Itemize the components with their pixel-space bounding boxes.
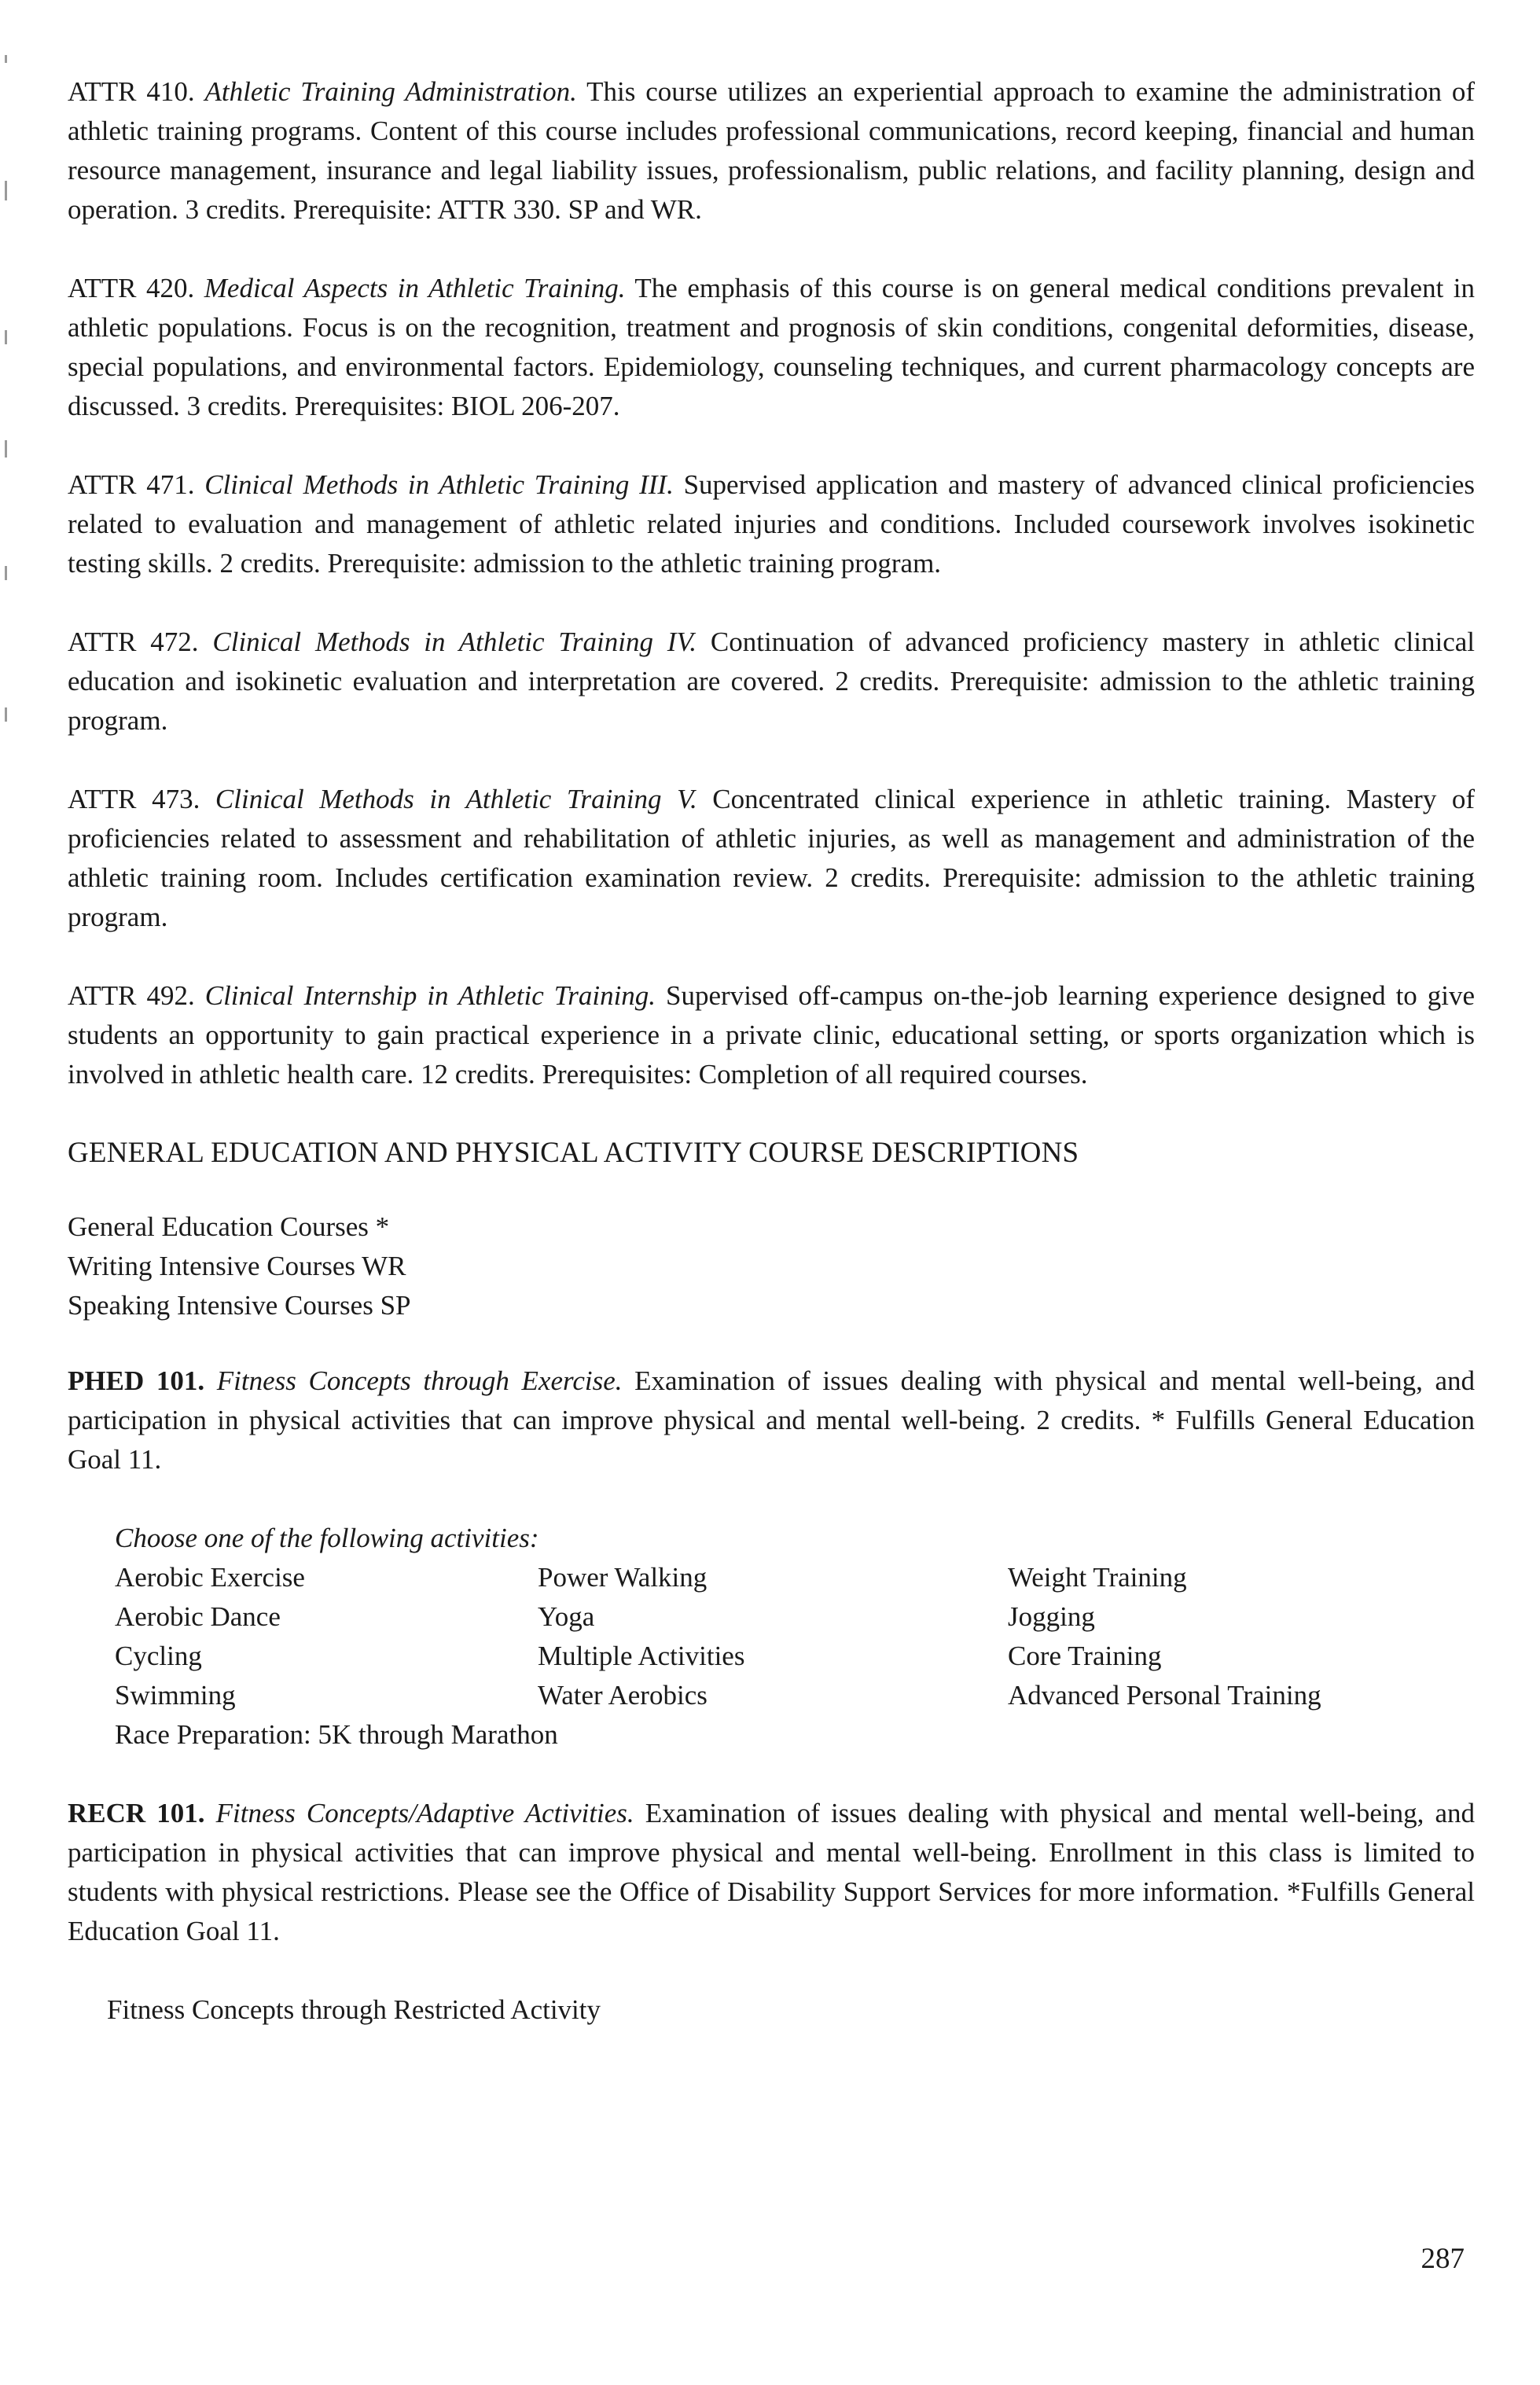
course-description: Concentrated clinical experience in athletic training. Mastery of proficiencies related to assessment and rehabilitation of athletic injuries, as well as management and administration of the athletic training room. Includes certification examination review. 2 credits. Prerequisite: admission to the athletic training program. <box>68 784 1476 932</box>
course-title: Medical Aspects in Athletic Training. <box>204 273 626 303</box>
course-legend <box>68 1207 1475 1325</box>
legend-writing-intensive: Writing Intensive Courses WR <box>68 1251 406 1281</box>
activity-item: Advanced Personal Training <box>1008 1680 1321 1711</box>
course-entry-attr-473 <box>68 780 1475 937</box>
activity-item: Core Training <box>1008 1641 1162 1671</box>
legend-general-education: General Education Courses * <box>68 1211 390 1242</box>
catalog-page <box>68 72 1475 2030</box>
course-code: ATTR 471. <box>68 469 195 500</box>
course-entry-attr-492 <box>68 976 1475 1094</box>
course-code: ATTR 492. <box>68 980 195 1011</box>
course-entry-recr-101 <box>68 1794 1475 1951</box>
activity-extra: Race Preparation: 5K through Marathon <box>115 1719 558 1750</box>
course-title: Clinical Methods in Athletic Training III. <box>204 469 674 500</box>
legend-speaking-intensive: Speaking Intensive Courses SP <box>68 1290 411 1321</box>
course-code: ATTR 473. <box>68 784 200 814</box>
course-title: Clinical Methods in Athletic Training V. <box>215 784 697 814</box>
course-title: Clinical Internship in Athletic Training. <box>204 980 656 1011</box>
activity-item: Jogging <box>1008 1601 1095 1632</box>
activity-item: Multiple Activities <box>538 1641 745 1671</box>
course-code: RECR 101. <box>68 1798 205 1828</box>
course-description: Examination of issues dealing with physical and mental well-being, and participation in physical activities that can improve physical and mental well-being. 2 credits. * Fulfills General Education Goal 11. <box>68 1365 1476 1475</box>
course-description: This course utilizes an experiential approach to examine the administration of athletic training programs. Content of this course includes professional communications, record keeping, financial and human resource management, insurance and legal liability issues, professionalism, public relations, and facility planning, design and operation. 3 credits. Prerequisite: ATTR 330. SP and WR. <box>68 76 1476 225</box>
activity-options <box>115 1519 1475 1755</box>
course-title: Clinical Methods in Athletic Training IV. <box>212 627 697 657</box>
course-code: ATTR 472. <box>68 627 199 657</box>
section-heading: GENERAL EDUCATION AND PHYSICAL ACTIVITY COURSE DESCRIPTIONS <box>68 1137 1079 1169</box>
activity-item: Power Walking <box>538 1562 708 1593</box>
course-entry-attr-420 <box>68 269 1475 426</box>
course-entry-phed-101 <box>68 1362 1475 1479</box>
course-code: ATTR 410. <box>68 76 195 107</box>
restricted-activity-line: Fitness Concepts through Restricted Activity <box>107 1994 601 2025</box>
activity-item: Aerobic Dance <box>115 1601 281 1632</box>
course-description: Supervised application and mastery of advanced clinical proficiencies related to evaluation and management of athletic related injuries and conditions. Included coursework involves isokinetic testing skills. 2 credits. Prerequisite: admission to the athletic training program. <box>68 469 1475 579</box>
activity-caption: Choose one of the following activities: <box>115 1523 539 1553</box>
course-description: Supervised off-campus on-the-job learning experience designed to give students an opportunity to gain practical experience in a private clinic, educational setting, or sports organization which is involved in athletic health care. 12 credits. Prerequisites: Completion of all required courses. <box>68 980 1476 1090</box>
activity-item: Cycling <box>115 1641 202 1671</box>
activity-item: Weight Training <box>1008 1562 1187 1593</box>
course-description: The emphasis of this course is on general medical conditions prevalent in athletic populations. Focus is on the recognition, treatment and prognosis of skin conditions, congenital deformities, disease, special populations, and environmental factors. Epidemiology, counseling techniques, and current pharmacology concepts are discussed. 3 credits. Prerequisites: BIOL 206-207. <box>68 273 1476 421</box>
course-code: ATTR 420. <box>68 273 195 303</box>
course-description: Examination of issues dealing with physical and mental well-being, and participation in physical activities that can improve physical and mental well-being. Enrollment in this class is limited to students with physical restrictions. Please see the Office of Disability Support Services for more information. *Fulfills General Education Goal 11. <box>68 1798 1475 1946</box>
course-description: Continuation of advanced proficiency mastery in athletic clinical education and isokinetic evaluation and interpretation are covered. 2 credits. Prerequisite: admission to the athletic training program. <box>68 627 1476 736</box>
course-title: Fitness Concepts/Adaptive Activities. <box>215 1798 634 1828</box>
activity-grid <box>115 1558 1475 1715</box>
course-title: Athletic Training Administration. <box>204 76 577 107</box>
page-number: 287 <box>1421 2243 1465 2275</box>
activity-item: Aerobic Exercise <box>115 1562 305 1593</box>
activity-item: Swimming <box>115 1680 236 1711</box>
course-entry-attr-471 <box>68 465 1475 583</box>
activity-item: Water Aerobics <box>538 1680 708 1711</box>
course-title: Fitness Concepts through Exercise. <box>216 1365 623 1396</box>
course-entry-attr-410 <box>68 72 1475 230</box>
activity-item: Yoga <box>538 1601 595 1632</box>
course-entry-attr-472 <box>68 623 1475 740</box>
course-code: PHED 101. <box>68 1365 205 1396</box>
